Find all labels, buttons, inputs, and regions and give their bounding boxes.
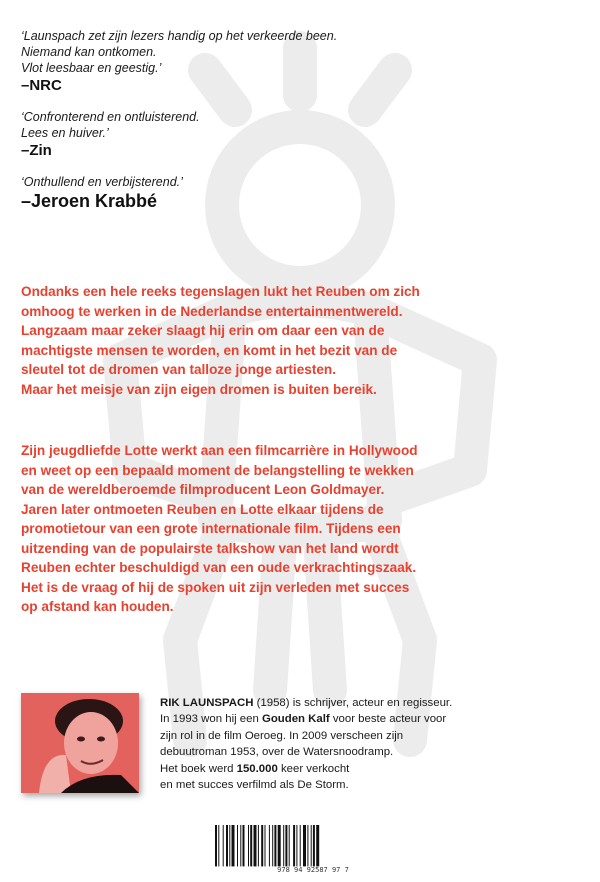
author-name: RIK LAUNSPACH	[160, 697, 254, 709]
barcode-bar	[258, 825, 259, 866]
bio-line: Het boek werd 150.000 keer verkocht	[160, 762, 350, 775]
author-photo	[21, 693, 139, 793]
quote-krabbe	[21, 174, 581, 212]
barcode-bar	[274, 825, 276, 866]
barcode-bar	[311, 825, 312, 866]
barcode-bar	[285, 825, 287, 866]
isbn-number: 978 94 92587 97 7	[277, 866, 349, 874]
quote-source: –Jeroen Krabbé	[21, 191, 158, 211]
barcode-bar	[303, 825, 306, 866]
barcode-bar	[248, 825, 249, 866]
barcode-bar	[232, 825, 235, 866]
author-bio	[160, 695, 560, 793]
barcode-bar	[229, 825, 230, 866]
barcode-bar	[269, 825, 270, 866]
barcode-bar	[313, 825, 315, 866]
quote-source: –NRC	[21, 77, 62, 94]
barcode-bar	[300, 825, 301, 866]
barcode-bar	[296, 825, 297, 866]
award-name: Gouden Kalf	[261, 713, 330, 726]
barcode-bar	[316, 825, 319, 866]
author-portrait-image	[21, 693, 139, 793]
quote-text: ‘Confronterend en ontluisterend. Lees en huiver.’	[21, 110, 200, 140]
isbn-barcode	[213, 825, 413, 871]
barcode-bar	[243, 825, 245, 866]
barcode-bar	[278, 825, 281, 866]
barcode-bar	[307, 825, 308, 866]
blurb-paragraph-1: Ondanks een hele reeks tegenslagen lukt het Reuben om zich omhoog te werken in de Nederlandse entertainmentwereld. Langzaam maar zeker slaagt hij erin om daar een van de machtigste mensen te worden, en komt in het bezit van de sleutel tot de dromen van talloze jonge artiesten. Maar het meisje van zijn eigen dromen is buiten bereik.	[21, 284, 420, 397]
barcode-bar	[218, 825, 219, 866]
barcode-bar	[250, 825, 252, 866]
barcode-bar	[283, 825, 284, 866]
barcode-bar	[223, 825, 224, 866]
bio-line: debuutroman 1953, over de Watersnoodramp.	[160, 746, 394, 759]
bio-line: In 1993 won hij een Gouden Kalf voor beste acteur voor	[160, 713, 447, 726]
barcode-bar	[240, 825, 241, 866]
quote-text: ‘Onthullend en verbijsterend.’	[21, 175, 183, 189]
quote-source: –Zin	[21, 142, 52, 159]
blurb-paragraph-2: Zijn jeugdliefde Lotte werkt aan een filmcarrière in Hollywood en weet op een bepaald moment de belangstelling te wekken van de wereldberoemde filmproducent Leon Goldmayer. Jaren later ontmoeten Reuben en Lotte elkaar tijdens de promotietour van een grote internationale film. Tijdens een uitzending van de populairste talkshow van het land wordt Reuben echter beschuldigd van een oude verkrachtingszaak. Het is de vraag of hij de spoken uit zijn verleden met succes op afstand kan houden.	[21, 443, 418, 614]
quote-nrc	[21, 28, 581, 95]
barcode-bar	[289, 825, 290, 866]
quotes-section	[21, 28, 581, 226]
bio-line: RIK LAUNSPACH (1958) is schrijver, acteur en regisseur.	[160, 697, 453, 709]
barcode-bar	[261, 825, 263, 866]
bio-line: en met succes verfilmd als De Storm.	[160, 779, 349, 792]
quote-text: ‘Launspach zet zijn lezers handig op het verkeerde been. Niemand kan ontkomen. Vlot leesbaar en geestig.’	[21, 29, 338, 75]
barcode-bar	[265, 825, 266, 866]
barcode-bar	[293, 825, 295, 866]
barcode-bar	[226, 825, 228, 866]
barcode-bar	[272, 825, 273, 866]
copies-sold: 150.000	[236, 762, 278, 775]
quote-zin	[21, 109, 581, 160]
bio-line: zijn rol in de film Oeroeg. In 2009 verscheen zijn	[160, 729, 404, 742]
barcode-bar	[254, 825, 257, 866]
barcode-bar	[215, 825, 217, 866]
barcode-bar	[237, 825, 238, 866]
